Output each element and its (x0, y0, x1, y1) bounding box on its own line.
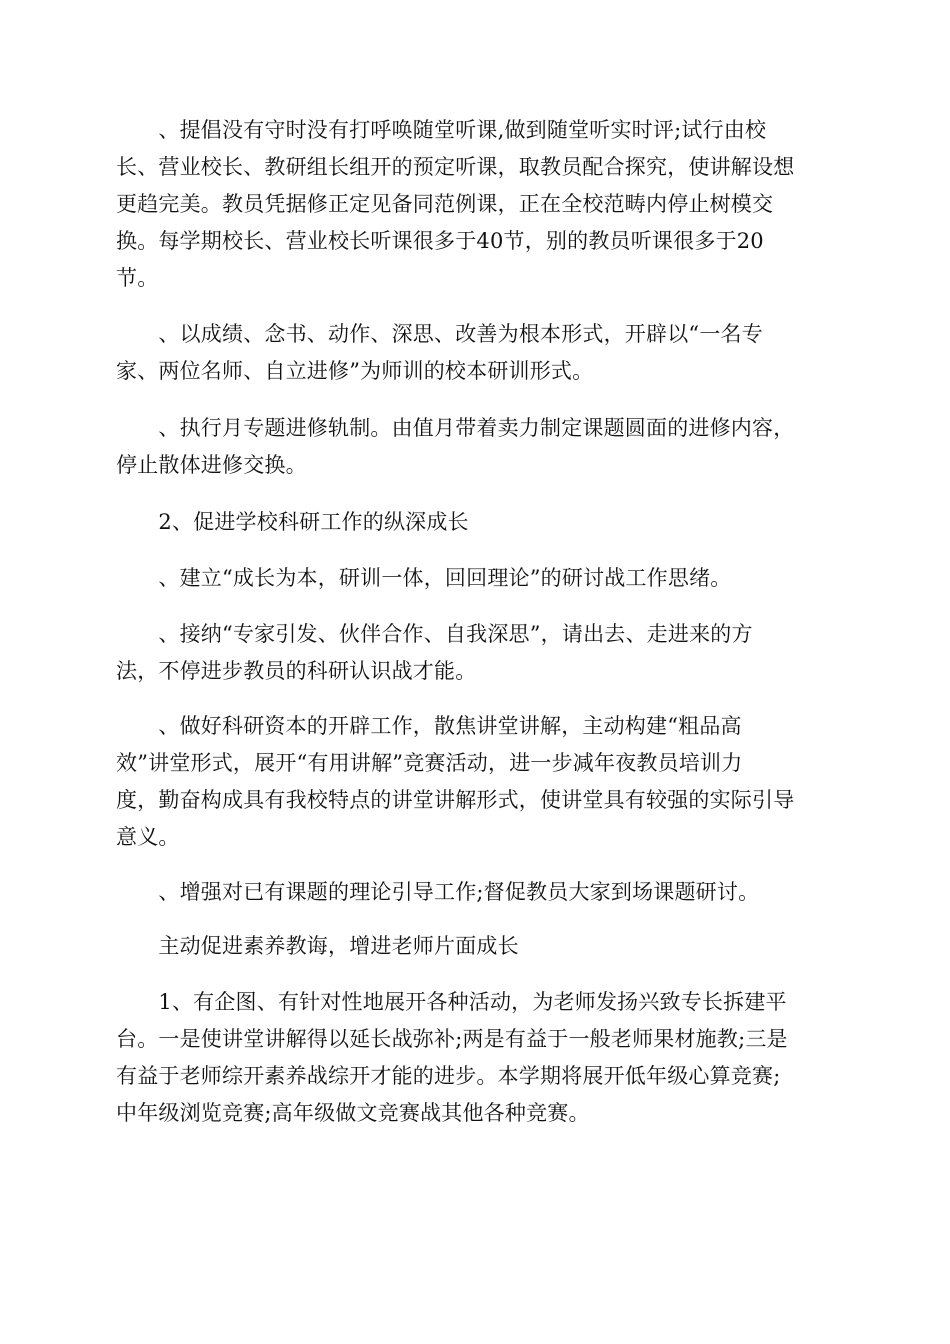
text-line: 、增强对已有课题的理论引导工作;督促教员大家到场课题研讨。 (116, 880, 760, 904)
text-line: 节。 (116, 266, 159, 290)
paragraph-classroom-mode (116, 708, 836, 856)
paragraph-lecture-observation (116, 112, 836, 297)
paragraph-topic-guidance (116, 874, 836, 911)
text-line: 法，不停进步教员的科研认识战才能。 (116, 659, 477, 683)
text-line: 有益于老师综开素养战综开才能的进步。本学期将展开低年级心算竞赛; (116, 1064, 781, 1088)
section-heading-quality-education (116, 928, 836, 965)
text-line: 中年级浏览竞赛;高年级做文竞赛战其他各种竞赛。 (116, 1101, 590, 1125)
paragraph-research-approach (116, 560, 836, 597)
text-line: 、建立“成长为本，研训一体，回回理论”的研讨战工作思绪。 (116, 566, 732, 590)
text-line: 度，勤奋构成具有我校特点的讲堂讲解形式，使讲堂具有较强的实际引导 (116, 788, 795, 812)
text-line: 、接纳“专家引发、伙伴合作、自我深思”，请出去、走进来的方 (116, 622, 753, 646)
text-line: 效”讲堂形式，展开“有用讲解”竞赛活动，进一步减年夜教员培训力 (116, 751, 743, 775)
text-line: 长、营业校长、教研组长组开的预定听课，取教员配合探究，使讲解设想 (116, 155, 795, 179)
text-line: 1、有企图、有针对性地展开各种活动，为老师发扬兴致专长拆建平 (116, 990, 787, 1014)
paragraph-expert-partnership (116, 616, 836, 690)
section-heading-research (116, 504, 836, 541)
text-line: 意义。 (116, 825, 180, 849)
text-line: 停止散体进修交换。 (116, 453, 307, 477)
text-line: 、提倡没有守时没有打呼唤随堂听课,做到随堂听实时评;试行由校 (116, 118, 767, 142)
text-line: 2、促进学校科研工作的纵深成长 (116, 510, 469, 534)
paragraph-monthly-study (116, 410, 836, 484)
text-line: 、执行月专题进修轨制。由值月带着卖力制定课题圆面的进修内容， (116, 416, 795, 440)
text-line: 更趋完美。教员凭据修正定见备同范例课，正在全校范畴内停止树模交 (116, 192, 774, 216)
text-line: 、做好科研资本的开辟工作，散焦讲堂讲解，主动构建“粗品高 (116, 714, 742, 738)
text-line: 主动促进素养教诲，增进老师片面成长 (116, 934, 519, 958)
text-line: 换。每学期校长、营业校长听课很多于40节，别的教员听课很多于20 (116, 229, 764, 253)
text-line: 家、两位名师、自立进修”为师训的校本研训形式。 (116, 359, 594, 383)
paragraph-activities (116, 984, 836, 1132)
text-line: 、以成绩、念书、动作、深思、改善为根本形式，开辟以“一名专 (116, 322, 763, 346)
text-line: 台。一是使讲堂讲解得以延长战弥补;两是有益于一般老师果材施教;三是 (116, 1027, 788, 1051)
paragraph-training-mode (116, 316, 836, 390)
